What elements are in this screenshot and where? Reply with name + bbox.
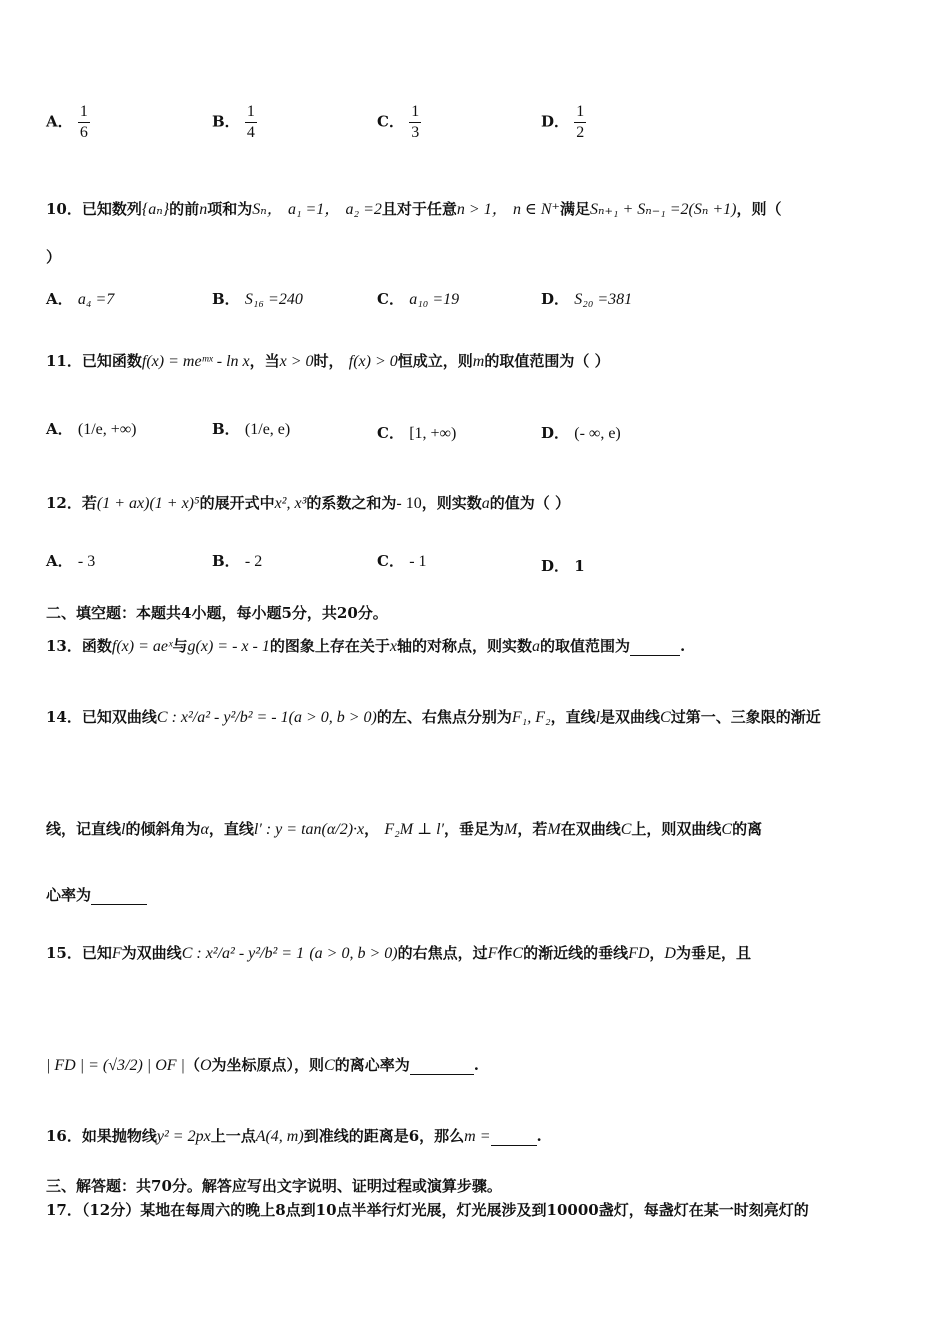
q17-stem: 17．（12分）某地在每周六的晚上8点到10点半举行灯光展，灯光展涉及到10000盏灯，每盏灯在某一时刻亮灯的 — [46, 1201, 809, 1219]
q10-option-d: D． S₂₀ =381 — [541, 290, 633, 308]
q9-b-fraction: $\frac{1}{4}$ — [246, 103, 255, 141]
q14-stem-line2: 线，记直线l的倾斜角为α，直线l′ : y = tan(α/2)·x， F₂M ⊥ l′，垂足为M，若M在双曲线C上，则双曲线C的离 — [46, 820, 763, 838]
q15-stem: 15．已知F为双曲线C : x²/a² - y²/b² = 1 (a > 0, b > 0)的右焦点，过F作C的渐近线的垂线FD，D为垂足，且 — [46, 944, 751, 962]
q11-option-a: A． (1/e, +∞) — [46, 420, 137, 438]
q10-option-c: C． a₁₀ =19 — [377, 290, 460, 308]
q9-option-d: D． $\frac{1}{2}$ — [541, 103, 585, 141]
section-2-heading: 二、填空题：本题共4小题，每小题5分，共20分。 — [46, 604, 388, 622]
q15-stem-line2: | FD | = (√3/2) | OF |（O为坐标原点），则C的离心率为 . — [46, 1056, 479, 1074]
q12-stem: 12．若(1 + ax)(1 + x)⁵的展开式中x², x³的系数之和为- 10，则实数a的值为（ ） — [46, 494, 570, 512]
q10-stem: 10．已知数列{aₙ}的前n项和为Sₙ， a₁ =1， a₂ =2且对于任意n > 1， n ∈ N⁺满足Sₙ₊₁ + Sₙ₋₁ =2(Sₙ +1)，则（ — [46, 200, 782, 218]
q11-option-b: B． (1/e, e) — [212, 420, 291, 438]
q11-option-c: C． [1, +∞) — [377, 424, 457, 442]
q12-option-c: C． - 1 — [377, 552, 427, 570]
q13-stem: 13．函数f(x) = aeˣ与g(x) = - x - 1的图象上存在关于x轴的对称点，则实数a的取值范围为 . — [46, 637, 686, 655]
q14-stem: 14．已知双曲线C : x²/a² - y²/b² = - 1(a > 0, b > 0)的左、右焦点分别为F₁, F₂，直线l是双曲线C过第一、三象限的渐近 — [46, 708, 821, 726]
q13-answer-blank — [630, 637, 680, 656]
q9-option-c: C． $\frac{1}{3}$ — [377, 103, 420, 141]
q11-option-d: D． (- ∞, e) — [541, 424, 621, 442]
q9-c-fraction: $\frac{1}{3}$ — [411, 103, 420, 141]
q10-option-a: A． a₄ =7 — [46, 290, 115, 308]
q9-option-b: B． $\frac{1}{4}$ — [212, 103, 255, 141]
q12-option-d: D． 1 — [541, 557, 585, 575]
q12-option-a: A． - 3 — [46, 552, 96, 570]
q9-option-a: A． $\frac{1}{6}$ — [46, 103, 88, 141]
q9-d-fraction: $\frac{1}{2}$ — [576, 103, 585, 141]
section-3-heading: 三、解答题：共70分。解答应写出文字说明、证明过程或演算步骤。 — [46, 1177, 502, 1195]
q14-answer-blank — [91, 886, 147, 905]
q12-option-b: B． - 2 — [212, 552, 263, 570]
q11-stem: 11．已知函数f(x) = meᵐˣ - ln x，当x > 0时， f(x) > 0恒成立，则m的取值范围为（ ） — [46, 352, 610, 370]
q15-answer-blank — [410, 1056, 474, 1075]
q16-stem: 16．如果抛物线y² = 2px上一点A(4, m)到准线的距离是6，那么m = . — [46, 1127, 542, 1145]
q16-answer-blank — [491, 1127, 537, 1146]
q14-stem-line3: 心率为 — [46, 884, 147, 905]
q10-option-b: B． S₁₆ =240 — [212, 290, 303, 308]
q9-a-fraction: $\frac{1}{6}$ — [79, 103, 88, 141]
q10-stem-cont: ） — [46, 248, 62, 266]
